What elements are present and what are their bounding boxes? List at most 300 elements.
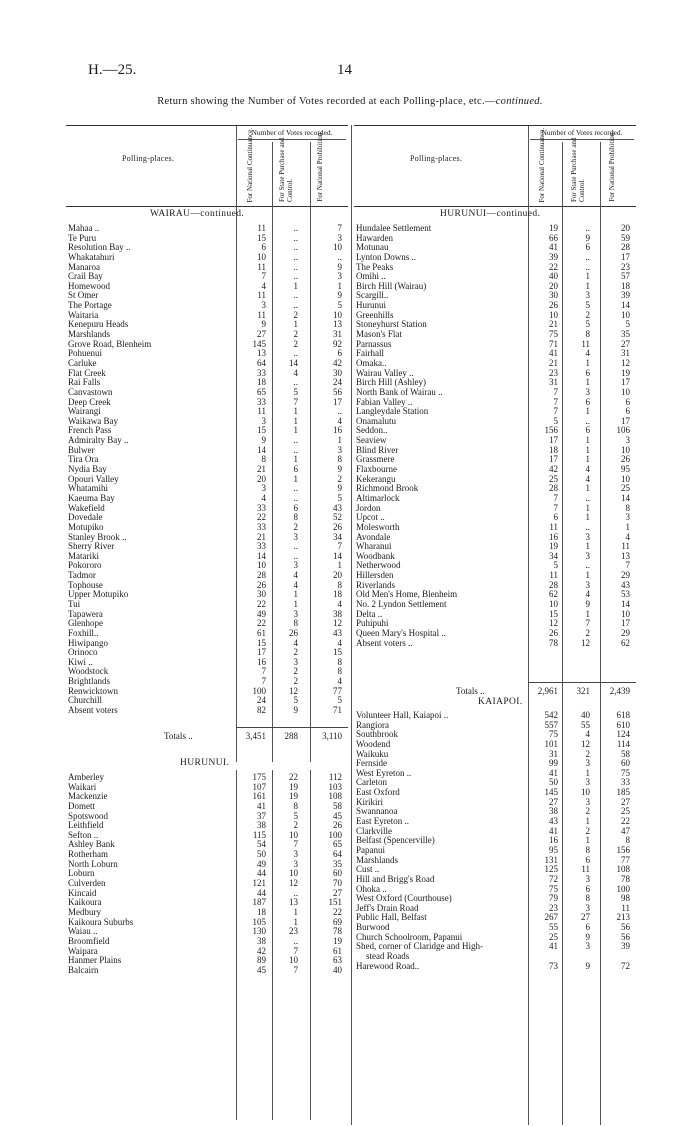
votes-state-purchase: 22 bbox=[289, 772, 298, 782]
table-row bbox=[68, 340, 348, 350]
votes-prohibition: 60 bbox=[333, 868, 342, 879]
votes-state-purchase: .. bbox=[293, 300, 298, 311]
votes-state-purchase: .. bbox=[293, 483, 298, 494]
table-row bbox=[356, 340, 640, 350]
votes-state-purchase: .. bbox=[293, 492, 298, 503]
votes-state-purchase: 19 bbox=[289, 791, 298, 802]
votes-prohibition: 24 bbox=[333, 377, 342, 388]
votes-continuance: 131 bbox=[544, 854, 558, 865]
votes-prohibition: 1 bbox=[337, 560, 342, 571]
votes-prohibition: 10 bbox=[621, 386, 630, 397]
votes-state-purchase: 2 bbox=[585, 627, 590, 638]
votes-continuance: 22 bbox=[257, 598, 266, 609]
polling-place-name: Queen Mary's Hospital .. bbox=[356, 627, 446, 638]
table-row bbox=[356, 788, 640, 798]
polling-place-name: Hurunui bbox=[356, 300, 386, 311]
table-row bbox=[356, 600, 640, 610]
votes-continuance: 62 bbox=[549, 589, 558, 600]
polling-place-name: Hill and Brigg's Road bbox=[356, 873, 435, 884]
votes-prohibition: 108 bbox=[616, 864, 630, 875]
votes-prohibition: 10 bbox=[333, 242, 342, 253]
polling-place-name: Admiralty Bay .. bbox=[68, 435, 129, 446]
votes-continuance: 41 bbox=[549, 825, 558, 836]
table-row bbox=[356, 711, 640, 721]
table-row bbox=[68, 398, 348, 408]
polling-place-name: Kirikiri bbox=[356, 796, 383, 807]
votes-state-purchase: 1 bbox=[585, 280, 590, 291]
title-main: Return showing the Number of Votes recorded at each Polling-place, etc.— bbox=[157, 96, 496, 107]
polling-places-header: Polling-places. bbox=[122, 154, 175, 163]
votes-state-purchase: .. bbox=[293, 935, 298, 946]
polling-place-name: Whatamihi bbox=[68, 483, 108, 494]
votes-state-purchase: 2 bbox=[585, 309, 590, 320]
votes-prohibition: 65 bbox=[333, 839, 342, 850]
votes-state-purchase: .. bbox=[293, 550, 298, 561]
votes-continuance: 115 bbox=[252, 829, 266, 840]
votes-prohibition: 10 bbox=[333, 309, 342, 320]
header-state-purchase: For State Purchase and Control. bbox=[570, 137, 586, 202]
polling-place-name: Mason's Flat bbox=[356, 329, 402, 340]
polling-place-name: Te Puru bbox=[68, 232, 97, 243]
polling-place-name: Blind River bbox=[356, 444, 399, 455]
votes-state-purchase: 9 bbox=[585, 232, 590, 243]
polling-place-name: Fernside bbox=[356, 758, 387, 769]
votes-prohibition: 10 bbox=[621, 608, 630, 619]
table-row bbox=[356, 533, 640, 543]
votes-prohibition: 618 bbox=[616, 710, 630, 720]
votes-state-purchase: 6 bbox=[585, 883, 590, 894]
votes-continuance: 33 bbox=[257, 541, 266, 552]
votes-prohibition: 5 bbox=[337, 492, 342, 503]
votes-continuance: 7 bbox=[553, 492, 558, 503]
table-row bbox=[68, 879, 348, 889]
votes-state-purchase: 7 bbox=[293, 964, 298, 975]
votes-continuance: 107 bbox=[252, 781, 266, 792]
polling-place-name: Loburn bbox=[68, 868, 95, 879]
section-hurunui-continued: HURUNUI—continued. bbox=[440, 209, 541, 219]
votes-prohibition: 78 bbox=[621, 873, 630, 884]
polling-place-name: Manaroa bbox=[68, 261, 100, 272]
votes-continuance: 18 bbox=[257, 906, 266, 917]
votes-state-purchase: 27 bbox=[581, 912, 590, 923]
votes-continuance: 42 bbox=[257, 945, 266, 956]
votes-continuance: 15 bbox=[549, 608, 558, 619]
table-row bbox=[356, 407, 640, 417]
votes-continuance: 20 bbox=[257, 473, 266, 484]
votes-state-purchase: 4 bbox=[293, 637, 298, 648]
votes-continuance: 72 bbox=[549, 873, 558, 884]
table-row bbox=[356, 291, 640, 301]
polling-place-name: Rai Falls bbox=[68, 377, 101, 388]
table-row bbox=[356, 721, 640, 731]
polling-place-name: Balcairn bbox=[68, 964, 99, 975]
votes-prohibition: 8 bbox=[337, 666, 342, 677]
votes-header: Number of Votes recorded. bbox=[238, 128, 346, 140]
votes-prohibition: 100 bbox=[616, 883, 630, 894]
votes-prohibition: 20 bbox=[333, 570, 342, 581]
polling-place-name: Parnassus bbox=[356, 338, 392, 349]
votes-continuance: 10 bbox=[257, 251, 266, 262]
table-row bbox=[68, 619, 348, 629]
votes-continuance: 61 bbox=[257, 627, 266, 638]
table-row bbox=[356, 234, 640, 244]
votes-continuance: 7 bbox=[261, 271, 266, 282]
polling-place-name: Amberley bbox=[68, 772, 104, 782]
section-hurunui: HURUNUI. bbox=[180, 758, 230, 768]
votes-continuance: 7 bbox=[553, 396, 558, 407]
votes-state-purchase: .. bbox=[585, 492, 590, 503]
votes-state-purchase: 6 bbox=[293, 464, 298, 475]
votes-state-purchase: 2 bbox=[585, 825, 590, 836]
votes-continuance: 7 bbox=[553, 386, 558, 397]
votes-prohibition: 25 bbox=[621, 806, 630, 817]
votes-prohibition: 14 bbox=[621, 300, 630, 311]
polling-place-name: No. 2 Lyndon Settlement bbox=[356, 598, 447, 609]
votes-prohibition: 10 bbox=[621, 444, 630, 455]
polling-place-name: Brightlands bbox=[68, 676, 110, 687]
votes-continuance: 19 bbox=[549, 223, 558, 233]
polling-place-name: Medbury bbox=[68, 906, 101, 917]
votes-state-purchase: 11 bbox=[581, 864, 590, 875]
votes-continuance: 121 bbox=[252, 878, 266, 889]
votes-prohibition: 10 bbox=[621, 473, 630, 484]
polling-place-name: Kaikoura Suburbs bbox=[68, 916, 134, 927]
votes-continuance: 17 bbox=[549, 435, 558, 446]
votes-state-purchase: 5 bbox=[293, 695, 298, 706]
votes-prohibition: 69 bbox=[333, 916, 342, 927]
votes-prohibition: 3 bbox=[337, 232, 342, 243]
votes-prohibition: .. bbox=[337, 406, 342, 417]
votes-prohibition: 213 bbox=[616, 912, 630, 923]
votes-continuance: 44 bbox=[257, 887, 266, 898]
table-row bbox=[68, 301, 348, 311]
polling-place-name: Papanui bbox=[356, 844, 385, 855]
votes-state-purchase: 3 bbox=[585, 873, 590, 884]
votes-prohibition: 57 bbox=[621, 271, 630, 282]
table-row bbox=[68, 272, 348, 282]
polling-place-name: Absent voters .. bbox=[356, 637, 413, 648]
votes-prohibition: .. bbox=[337, 251, 342, 262]
votes-prohibition: 40 bbox=[333, 964, 342, 975]
votes-prohibition: 12 bbox=[621, 357, 630, 368]
votes-prohibition: 15 bbox=[333, 647, 342, 658]
table-row bbox=[68, 320, 348, 330]
votes-state-purchase: 3 bbox=[585, 531, 590, 542]
votes-continuance: 105 bbox=[252, 916, 266, 927]
votes-state-purchase: 3 bbox=[585, 290, 590, 301]
table-row bbox=[68, 840, 348, 850]
polling-place-name: Delta .. bbox=[356, 608, 383, 619]
votes-state-purchase: 1 bbox=[585, 541, 590, 552]
votes-state-purchase: 11 bbox=[581, 338, 590, 349]
votes-continuance: 44 bbox=[257, 868, 266, 879]
votes-state-purchase: 7 bbox=[293, 839, 298, 850]
votes-continuance: 50 bbox=[257, 849, 266, 860]
votes-state-purchase: 1 bbox=[293, 454, 298, 465]
votes-state-purchase: 2 bbox=[293, 338, 298, 349]
votes-continuance: 95 bbox=[549, 844, 558, 855]
votes-state-purchase: 1 bbox=[585, 816, 590, 827]
votes-prohibition: 64 bbox=[333, 849, 342, 860]
votes-continuance: 39 bbox=[549, 251, 558, 262]
votes-prohibition: 60 bbox=[621, 758, 630, 769]
polling-place-name: Hundalee Settlement bbox=[356, 223, 432, 233]
votes-prohibition: 75 bbox=[621, 767, 630, 778]
table-row bbox=[68, 475, 348, 485]
votes-prohibition: 43 bbox=[333, 502, 342, 513]
polling-place-name: Stanley Brook .. bbox=[68, 531, 127, 542]
votes-prohibition: 78 bbox=[333, 926, 342, 937]
votes-state-purchase: 4 bbox=[293, 367, 298, 378]
votes-prohibition: 42 bbox=[333, 357, 342, 368]
polling-place-name: Old Men's Home, Blenheim bbox=[356, 589, 458, 600]
table-row bbox=[68, 783, 348, 793]
votes-state-purchase: 26 bbox=[289, 627, 298, 638]
votes-prohibition: 63 bbox=[333, 955, 342, 966]
votes-prohibition: 27 bbox=[621, 796, 630, 807]
table-row bbox=[356, 639, 640, 649]
polling-place-name: Ohoka .. bbox=[356, 883, 387, 894]
votes-continuance: 73 bbox=[549, 960, 558, 971]
votes-prohibition: 108 bbox=[328, 791, 342, 802]
votes-state-purchase: 19 bbox=[289, 781, 298, 792]
votes-state-purchase: 9 bbox=[293, 705, 298, 716]
polling-place-name: Pokororo bbox=[68, 560, 102, 571]
votes-prohibition: 29 bbox=[621, 627, 630, 638]
polling-place-name: Spotswood bbox=[68, 810, 109, 821]
votes-continuance: 7 bbox=[553, 406, 558, 417]
table-row bbox=[68, 812, 348, 822]
polling-place-name: Altimarlock bbox=[356, 492, 400, 503]
votes-state-purchase: 1 bbox=[293, 906, 298, 917]
table-row bbox=[356, 224, 640, 234]
polling-place-name: Waikuku bbox=[356, 748, 389, 759]
votes-prohibition: 30 bbox=[333, 367, 342, 378]
votes-prohibition: 22 bbox=[621, 816, 630, 827]
votes-prohibition: 45 bbox=[333, 810, 342, 821]
polling-place-name: Puhipuhi bbox=[356, 618, 389, 629]
votes-state-purchase: 3 bbox=[585, 758, 590, 769]
votes-continuance: 82 bbox=[257, 705, 266, 716]
votes-prohibition: 9 bbox=[337, 290, 342, 301]
votes-state-purchase: 1 bbox=[585, 435, 590, 446]
totals-row bbox=[356, 683, 640, 699]
votes-continuance: 55 bbox=[549, 922, 558, 933]
votes-continuance: 100 bbox=[252, 685, 266, 696]
votes-continuance: 6 bbox=[553, 512, 558, 523]
votes-prohibition: 35 bbox=[621, 329, 630, 340]
polling-place-name: Mahaa .. bbox=[68, 223, 100, 233]
votes-continuance: 37 bbox=[257, 810, 266, 821]
polling-place-name: Kiwi .. bbox=[68, 656, 93, 667]
table-row bbox=[68, 369, 348, 379]
votes-state-purchase: 3 bbox=[293, 531, 298, 542]
votes-prohibition: 59 bbox=[621, 232, 630, 243]
votes-continuance: 7 bbox=[261, 676, 266, 687]
votes-continuance: 25 bbox=[549, 473, 558, 484]
table-row bbox=[68, 610, 348, 620]
votes-continuance: 6 bbox=[261, 242, 266, 253]
votes-prohibition: 4 bbox=[337, 598, 342, 609]
votes-continuance: 33 bbox=[257, 502, 266, 513]
votes-state-purchase: .. bbox=[293, 541, 298, 552]
votes-prohibition: 92 bbox=[333, 338, 342, 349]
table-row bbox=[68, 687, 348, 697]
votes-prohibition: 11 bbox=[621, 541, 630, 552]
votes-continuance: 15 bbox=[257, 637, 266, 648]
center-divider bbox=[351, 125, 352, 1125]
votes-prohibition: 7 bbox=[625, 560, 630, 571]
votes-prohibition: 151 bbox=[328, 897, 342, 908]
votes-state-purchase: 5 bbox=[293, 386, 298, 397]
votes-state-purchase: 13 bbox=[289, 897, 298, 908]
votes-prohibition: 100 bbox=[328, 829, 342, 840]
votes-state-purchase: 1 bbox=[293, 280, 298, 291]
polling-place-name: stead Roads bbox=[366, 951, 410, 962]
polling-place-name: Tui bbox=[68, 598, 81, 609]
polling-place-name: Upper Motupiko bbox=[68, 589, 129, 600]
polling-place-name: Orinoco bbox=[68, 647, 98, 658]
left-column-header bbox=[66, 125, 348, 207]
votes-state-purchase: 9 bbox=[585, 931, 590, 942]
votes-prohibition: 7 bbox=[337, 541, 342, 552]
table-row bbox=[68, 706, 348, 716]
votes-state-purchase: 7 bbox=[293, 396, 298, 407]
table-row bbox=[356, 523, 640, 533]
votes-continuance: 75 bbox=[549, 883, 558, 894]
votes-prohibition: 6 bbox=[625, 396, 630, 407]
votes-continuance: 267 bbox=[544, 912, 558, 923]
table-row bbox=[68, 821, 348, 831]
votes-state-purchase: .. bbox=[293, 887, 298, 898]
table-row bbox=[68, 869, 348, 879]
votes-state-purchase: 1 bbox=[585, 357, 590, 368]
table-row bbox=[356, 263, 640, 273]
polling-place-name: Bulwer bbox=[68, 444, 95, 455]
votes-prohibition: 1 bbox=[625, 521, 630, 532]
polling-place-name: Kincaid bbox=[68, 887, 97, 898]
votes-prohibition: 26 bbox=[333, 521, 342, 532]
polling-place-name: Riverlands bbox=[356, 579, 395, 590]
table-wairau bbox=[68, 224, 348, 716]
votes-state-purchase: 1 bbox=[293, 598, 298, 609]
votes-continuance: 9 bbox=[261, 319, 266, 330]
polling-place-name: Flaxbourne bbox=[356, 464, 397, 475]
votes-prohibition: 610 bbox=[616, 719, 630, 730]
votes-prohibition: 8 bbox=[337, 579, 342, 590]
votes-state-purchase: 3 bbox=[585, 796, 590, 807]
votes-state-purchase: 1 bbox=[293, 319, 298, 330]
votes-continuance: 187 bbox=[252, 897, 266, 908]
votes-continuance: 66 bbox=[549, 232, 558, 243]
votes-continuance: 25 bbox=[549, 931, 558, 942]
polling-place-name: Marshlands bbox=[356, 854, 398, 865]
totals-label: Totals .. bbox=[456, 686, 485, 696]
table-row bbox=[356, 610, 640, 620]
table-row bbox=[68, 359, 348, 369]
votes-state-purchase: 2 bbox=[293, 666, 298, 677]
total-prohibition: 2,439 bbox=[609, 686, 630, 696]
votes-state-purchase: 6 bbox=[585, 396, 590, 407]
wairau-totals bbox=[68, 727, 348, 744]
table-row bbox=[356, 253, 640, 263]
votes-continuance: 12 bbox=[549, 618, 558, 629]
votes-continuance: 7 bbox=[261, 666, 266, 677]
votes-prohibition: 43 bbox=[621, 579, 630, 590]
votes-state-purchase: .. bbox=[293, 261, 298, 272]
votes-prohibition: 20 bbox=[621, 223, 630, 233]
table-row bbox=[356, 817, 640, 827]
table-row bbox=[356, 962, 640, 972]
votes-state-purchase: 1 bbox=[585, 512, 590, 523]
table-row bbox=[68, 648, 348, 658]
polling-place-name: St Omer bbox=[68, 290, 99, 301]
votes-prohibition: 8 bbox=[625, 835, 630, 846]
polling-place-name: Wairau Valley .. bbox=[356, 367, 414, 378]
votes-prohibition: 14 bbox=[333, 550, 342, 561]
polling-place-name: Upcot .. bbox=[356, 512, 385, 523]
polling-place-name: Culverden bbox=[68, 878, 106, 889]
votes-continuance: 18 bbox=[549, 444, 558, 455]
votes-continuance: 14 bbox=[257, 550, 266, 561]
polling-place-name: Glenhope bbox=[68, 618, 103, 629]
votes-state-purchase: .. bbox=[293, 377, 298, 388]
table-row bbox=[68, 600, 348, 610]
polling-place-name: Fabian Valley .. bbox=[356, 396, 413, 407]
votes-state-purchase: 6 bbox=[585, 922, 590, 933]
polling-place-name: Onamalutu bbox=[356, 415, 396, 426]
table-row bbox=[356, 561, 640, 571]
votes-state-purchase: 8 bbox=[293, 800, 298, 811]
votes-state-purchase: 1 bbox=[293, 589, 298, 600]
polling-place-name: Shed, corner of Claridge and High- bbox=[356, 941, 483, 952]
table-row bbox=[356, 417, 640, 427]
table-row bbox=[68, 494, 348, 504]
votes-continuance: 21 bbox=[549, 319, 558, 330]
votes-prohibition: 106 bbox=[616, 425, 630, 436]
votes-continuance: 75 bbox=[549, 329, 558, 340]
votes-continuance: 557 bbox=[544, 719, 558, 730]
votes-state-purchase: 3 bbox=[585, 579, 590, 590]
votes-continuance: 19 bbox=[549, 541, 558, 552]
polling-place-name: Sefton .. bbox=[68, 829, 99, 840]
polling-place-name: Fairhall bbox=[356, 348, 384, 359]
polling-place-name: Sherry River bbox=[68, 541, 115, 552]
hurunui-totals bbox=[356, 682, 640, 699]
votes-prohibition: 156 bbox=[616, 844, 630, 855]
polling-place-name: Clarkville bbox=[356, 825, 392, 836]
votes-state-purchase: .. bbox=[293, 435, 298, 446]
votes-state-purchase: 2 bbox=[293, 329, 298, 340]
votes-prohibition: 1 bbox=[337, 435, 342, 446]
polling-place-name: Hanmer Plains bbox=[68, 955, 122, 966]
votes-continuance: 38 bbox=[257, 935, 266, 946]
table-row bbox=[356, 836, 640, 846]
votes-state-purchase: 6 bbox=[585, 425, 590, 436]
votes-state-purchase: .. bbox=[293, 251, 298, 262]
table-row bbox=[68, 889, 348, 899]
votes-continuance: 145 bbox=[252, 338, 266, 349]
votes-prohibition: 8 bbox=[625, 502, 630, 513]
votes-state-purchase: 55 bbox=[581, 719, 590, 730]
votes-prohibition: 5 bbox=[337, 695, 342, 706]
totals-label: Totals .. bbox=[164, 731, 193, 741]
votes-prohibition: 13 bbox=[621, 550, 630, 561]
votes-state-purchase: 1 bbox=[585, 767, 590, 778]
votes-prohibition: 72 bbox=[621, 960, 630, 971]
votes-state-purchase: 10 bbox=[289, 868, 298, 879]
table-row bbox=[68, 590, 348, 600]
